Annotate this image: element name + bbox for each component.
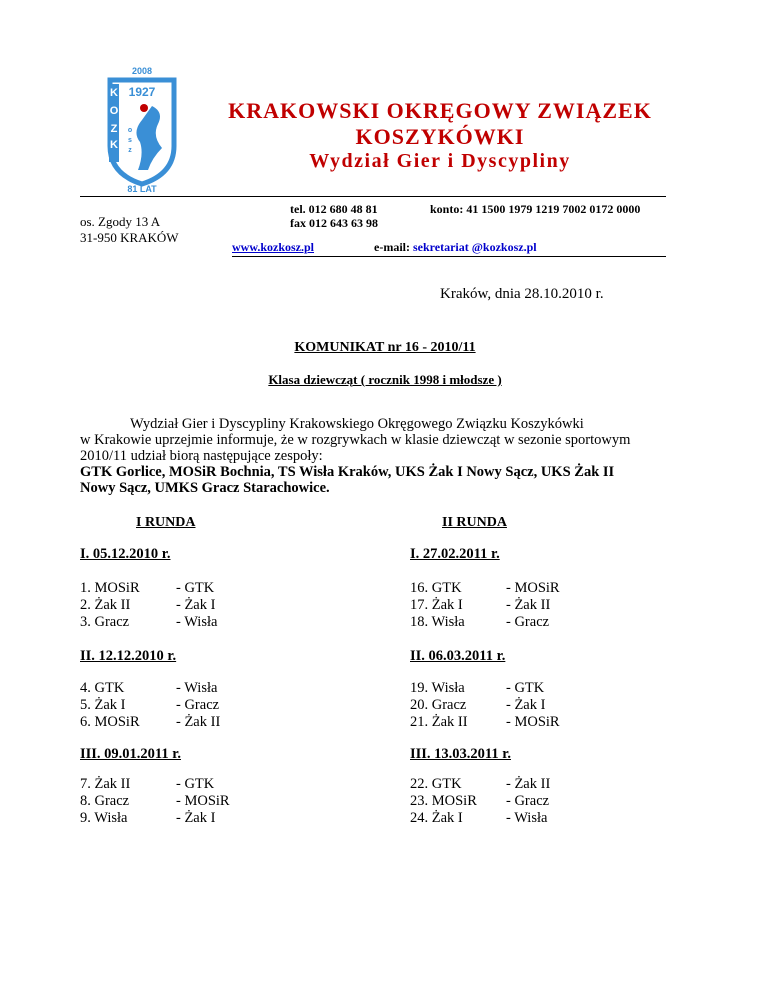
match-row: 7. Żak II - GTK: [80, 776, 215, 792]
match-row: 21. Żak II - MOSiR: [410, 714, 560, 730]
logo-founded: 1927: [128, 85, 156, 99]
match-row: 3. Gracz - Wisła: [80, 614, 218, 630]
match-row: 22. GTK - Żak II: [410, 776, 551, 792]
r2-round1-matches: [410, 580, 560, 631]
runda2-label: II RUNDA: [442, 515, 507, 530]
teams-line2: Nowy Sącz, UMKS Gracz Starachowice.: [80, 480, 330, 496]
header-rule-bottom: [232, 256, 666, 257]
match-row: 20. Gracz - Żak I: [410, 697, 546, 713]
logo-letter-k2: K: [110, 139, 118, 151]
website-link[interactable]: www.kozkosz.pl: [232, 240, 315, 254]
match-row: 19. Wisła - GTK: [410, 680, 545, 696]
intro-line2: w Krakowie uprzejmie informuje, że w rozgrywkach w klasie dziewcząt w sezonie sportowym: [80, 432, 631, 448]
match-row: 9. Wisła - Żak I: [80, 810, 216, 826]
logo-year-top: 2008: [131, 66, 153, 76]
match-row: 5. Żak I - Gracz: [80, 697, 220, 713]
match-row: 8. Gracz - MOSiR: [80, 793, 230, 809]
match-row: 23. MOSiR - Gracz: [410, 793, 550, 809]
teams-line1: GTK Gorlice, MOSiR Bochnia, TS Wisła Kraków, UKS Żak I Nowy Sącz, UKS Żak II: [80, 464, 615, 480]
match-row: 24. Żak I - Wisła: [410, 810, 548, 826]
match-row: 4. GTK - Wisła: [80, 680, 218, 696]
address-block: [80, 214, 179, 246]
komunikat-title: KOMUNIKAT nr 16 - 2010/11: [294, 340, 476, 355]
fax-number: fax 012 643 63 98: [290, 216, 378, 230]
basketball-icon: [140, 104, 148, 112]
document-date: Kraków, dnia 28.10.2010 r.: [440, 286, 604, 302]
tel-number: tel. 012 680 48 81: [290, 202, 378, 216]
runda1-label: I RUNDA: [136, 515, 196, 530]
org-name-line2: KOSZYKÓWKI: [355, 124, 525, 149]
r2-round3-title: III. 13.03.2011 r.: [410, 746, 511, 762]
klasa-subtitle: Klasa dziewcząt ( rocznik 1998 i młodsze ): [268, 372, 502, 387]
r2-round1-title: I. 27.02.2011 r.: [410, 546, 500, 562]
address-line2: 31-950 KRAKÓW: [80, 230, 179, 245]
logo-small-o: o: [127, 127, 133, 134]
r2-round2-title: II. 06.03.2011 r.: [410, 648, 506, 664]
org-name-line1: KRAKOWSKI OKRĘGOWY ZWIĄZEK: [228, 98, 652, 123]
bank-account: konto: 41 1500 1979 1219 7002 0172 0000: [430, 202, 641, 216]
intro-line3: 2010/11 udział biorą następujące zespoły:: [80, 448, 323, 464]
logo-letter-k1: K: [110, 87, 118, 99]
r2-round2-matches: [410, 680, 560, 731]
match-row: 17. Żak I - Żak II: [410, 597, 551, 613]
header-rule-top: [80, 196, 666, 197]
r1-round1-title: I. 05.12.2010 r.: [80, 546, 171, 562]
intro-paragraph: [80, 416, 690, 496]
r1-round1-matches: [80, 580, 217, 631]
email-block: [374, 240, 537, 255]
logo-letter-z: Z: [110, 123, 118, 135]
logo-small-s: s: [128, 137, 132, 144]
logo-letter-o: O: [109, 105, 119, 117]
phone-block: [290, 202, 378, 230]
logo-years-label: 81 LAT: [127, 184, 157, 192]
r1-round3-matches: [80, 776, 230, 827]
r1-round2-matches: [80, 680, 220, 731]
match-row: 2. Żak II - Żak I: [80, 597, 216, 613]
match-row: 16. GTK - MOSiR: [410, 580, 560, 596]
logo-small-z: z: [128, 147, 132, 154]
kozkosz-logo: [92, 62, 192, 192]
email-label: e-mail:: [374, 240, 413, 254]
email-link[interactable]: sekretariat @kozkosz.pl: [412, 240, 537, 254]
match-row: 6. MOSiR - Żak II: [80, 714, 221, 730]
org-department: Wydział Gier i Dyscypliny: [309, 150, 571, 172]
address-line1: os. Zgody 13 A: [80, 214, 161, 229]
match-row: 18. Wisła - Gracz: [410, 614, 550, 630]
r1-round2-title: II. 12.12.2010 r.: [80, 648, 177, 664]
r1-round3-title: III. 09.01.2011 r.: [80, 746, 181, 762]
intro-line1: Wydział Gier i Dyscypliny Krakowskiego Okręgowego Związku Koszykówki: [130, 416, 584, 432]
r2-round3-matches: [410, 776, 550, 827]
match-row: 1. MOSiR - GTK: [80, 580, 215, 596]
